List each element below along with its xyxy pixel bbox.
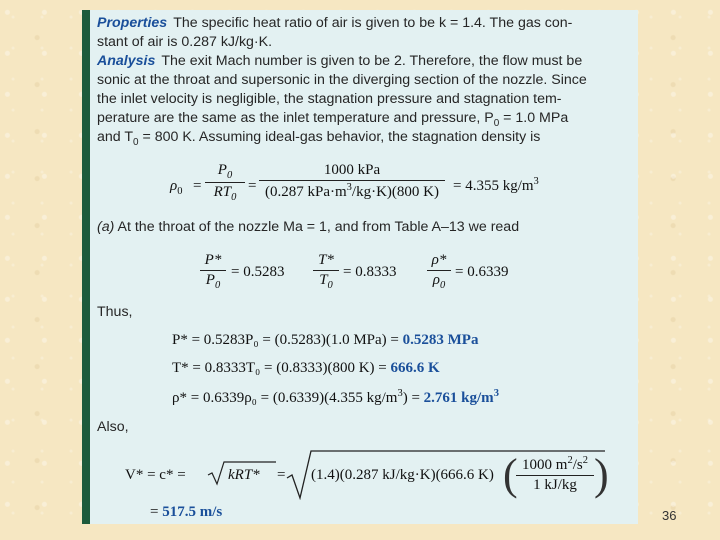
part-a-label: (a) [97,219,115,235]
density-fraction-2: 1000 kPa (0.287 $kPa\cdot m^3/kg\cdot K)(800$ K) [259,162,445,201]
analysis-line-2: sonic at the throat and supersonic in the diverging section of the nozzle. Since [97,72,587,88]
analysis-line-5: and $T_0 = 800$ K. Assuming ideal-gas behavior, the stagnation density is [97,129,541,148]
conversion-right-paren: ) [594,450,609,499]
velocity-final-result: 517.5 m/s [162,504,223,520]
throat-pressure-result: 0.5283 MPa [402,332,479,348]
density-fraction-1: $\frac{P_0}{RT_0}$ [205,162,245,203]
velocity-sqrt-term: kRT* [228,467,260,483]
density-eq-2: = [248,178,257,194]
pressure-ratio-value: = 0.5283 [231,264,285,280]
thus-label: Thus, [97,304,133,320]
throat-pressure-line: P* = 0.5283P₀ = (0.5283)(1.0 MPa) = 0.5283 MPa [172,332,479,348]
density-ratio-value: = 0.6339 [455,264,509,280]
page-number: 36 [662,508,677,523]
analysis-line-3: the inlet velocity is negligible, the stagnation pressure and stagnation tem- [97,91,562,107]
properties-heading: Properties [97,15,168,31]
density-lhs: $\rho_0$ [170,178,183,197]
properties-line-2: stant of air is 0.287 kJ/kg·K. [97,34,273,50]
density-result: = 4.355 $kg/m^3$ [453,176,539,194]
density-eq-1: = [193,178,202,194]
also-label: Also, [97,419,129,435]
velocity-final-line: = 517.5 m/s [150,504,223,520]
throat-temperature-line: T* = 0.8333T₀ = (0.8333)(800 K) = 666.6 K [172,360,440,376]
conversion-left-paren: ( [503,450,518,499]
analysis-heading: Analysis [97,53,156,69]
unit-conversion-fraction: $\frac{1000 m^2/s^2}{1 kJ/kg}$ [516,455,594,494]
pressure-ratio-fraction: $\frac{P*}{P_0}$ [200,252,226,291]
velocity-sqrt-inside: (1.4)(0.287 kJ/kg·K)(666.6 K) [311,467,494,483]
temperature-ratio-fraction: $\frac{T*}{T_0}$ [313,252,339,291]
analysis-line-4: perature are the same as the inlet temperature and pressure, $P_0 = 1.0$ MPa [97,110,569,129]
temperature-ratio-value: = 0.8333 [343,264,397,280]
throat-density-line: ρ* = 0.6339ρ₀ = (0.6339)(4.355 $kg/m^3) = 2.761$ $kg/m^3$ [172,388,499,406]
analysis-line-1: Analysis The exit Mach number is given to be 2. Therefore, the flow must be [97,53,583,69]
density-ratio-fraction: $\frac{\rho*}{\rho_0}$ [427,252,451,291]
throat-density-result: 2.761 $kg/m^3$ [423,388,499,406]
velocity-lhs: V* = c* = [125,467,186,483]
velocity-eq: = [277,467,286,483]
part-a-line: (a) At the throat of the nozzle Ma = 1, and from Table A–13 we read [97,219,520,235]
properties-line-1: Properties The specific heat ratio of air is given to be k = 1.4. The gas con- [97,15,573,31]
throat-temperature-result: 666.6 K [390,360,440,376]
